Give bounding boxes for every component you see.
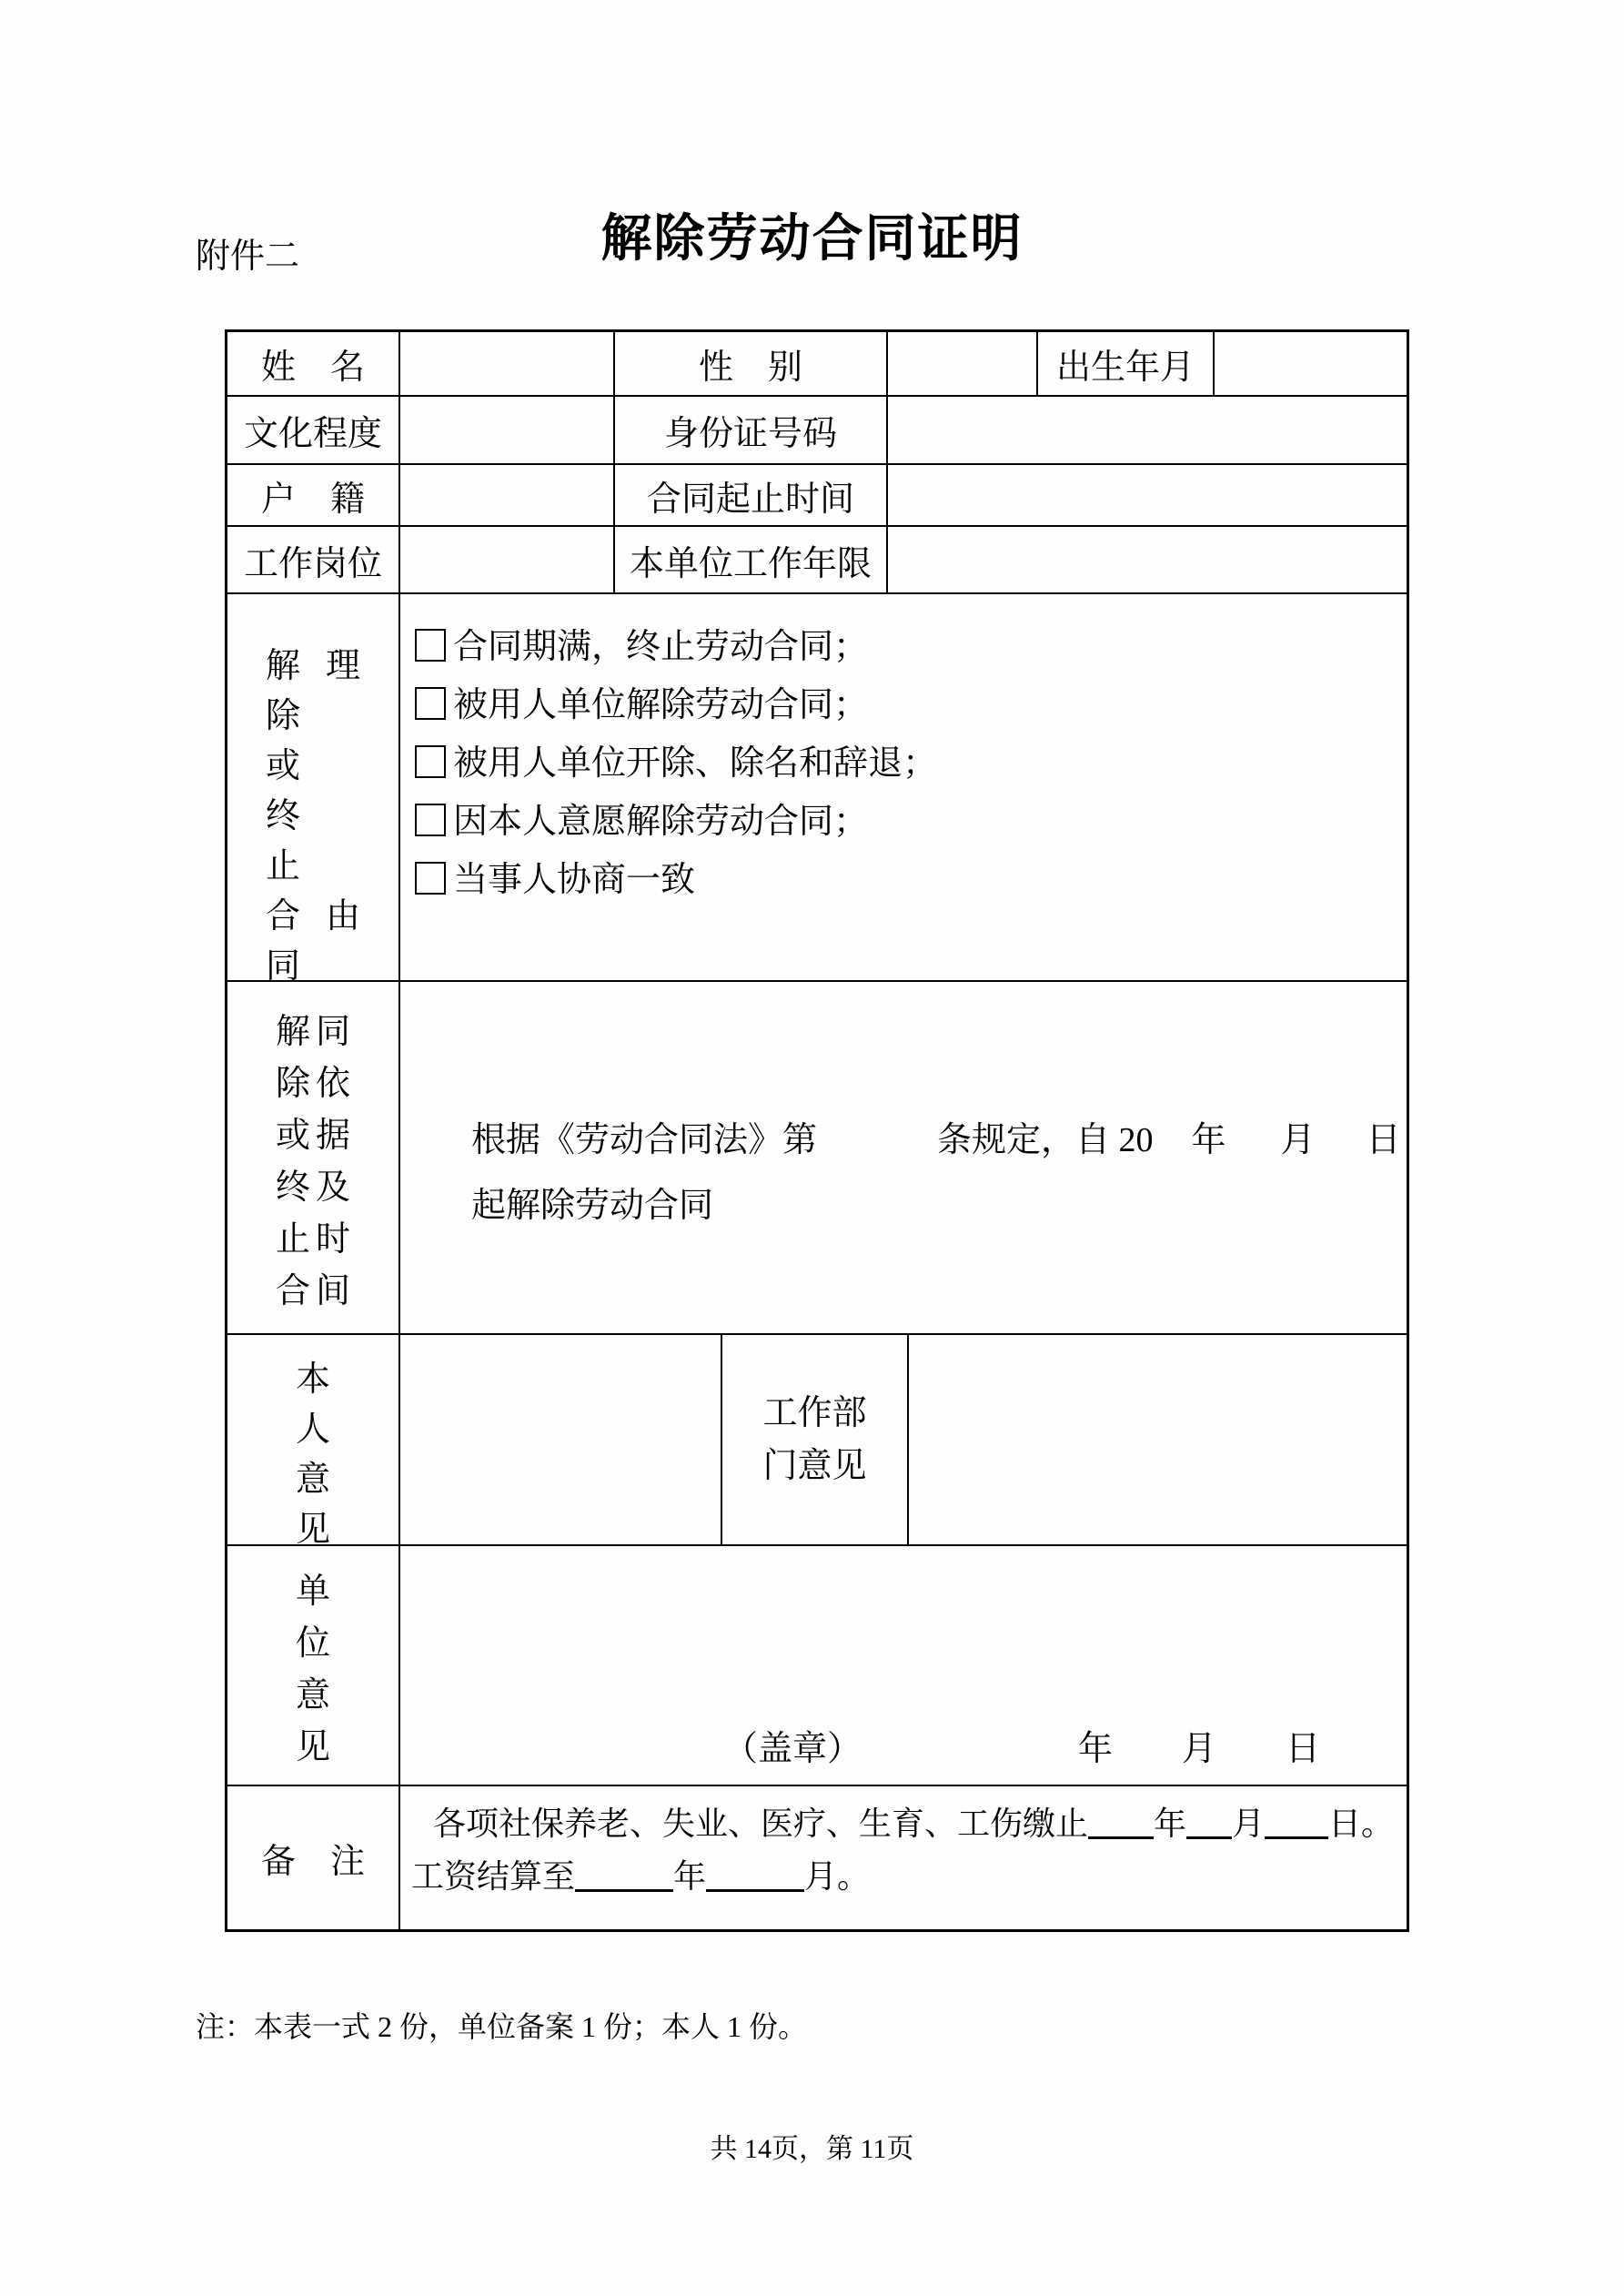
dept-opinion-label-line2: 门意见 — [762, 1447, 867, 1485]
residence-label-cell — [227, 465, 398, 525]
gender-label-cell — [613, 332, 886, 395]
page-number: 共 14页，第 11页 — [710, 2134, 914, 2164]
self-opinion-input-cell[interactable] — [398, 1335, 721, 1544]
position-label: 工作岗位 — [243, 544, 382, 583]
position-input-cell[interactable] — [398, 527, 613, 592]
checkbox-label: 被用人单位开除、除名和辞退； — [453, 744, 938, 783]
contract-period-label: 合同起止时间 — [646, 480, 854, 519]
attachment-label: 附件二 — [196, 238, 300, 276]
checkbox-label: 合同期满，终止劳动合同； — [453, 628, 869, 666]
name-label-cell — [227, 332, 398, 395]
contract-period-label-cell — [613, 465, 886, 525]
dept-opinion-label-cell — [721, 1335, 907, 1544]
birth-label-cell — [1036, 332, 1213, 395]
education-input-cell[interactable] — [398, 397, 613, 463]
residence-label: 户 籍 — [260, 480, 365, 519]
reason-label-col1: 解 除 或 终 止 合 同 — [265, 647, 300, 986]
gender-label: 性 别 — [698, 349, 802, 387]
dept-opinion-input-cell[interactable] — [907, 1335, 1407, 1544]
blank-year-line[interactable] — [575, 1862, 673, 1892]
id-input-cell[interactable] — [886, 397, 1407, 463]
blank-year-line[interactable] — [1088, 1809, 1154, 1839]
checkbox-label: 被用人单位解除劳动合同； — [453, 686, 869, 724]
basis-text: 月 — [1280, 1121, 1316, 1159]
basis-content-cell[interactable] — [398, 982, 1407, 1333]
blank-day-line[interactable] — [1265, 1809, 1328, 1839]
blank-month-line[interactable] — [1186, 1809, 1232, 1839]
form-table — [225, 329, 1409, 1932]
blank-month-line[interactable] — [706, 1862, 804, 1892]
checkbox-icon[interactable] — [415, 804, 446, 836]
checkbox-item[interactable] — [415, 793, 1397, 851]
tenure-label-cell — [613, 527, 886, 592]
basis-line1 — [471, 1108, 1407, 1173]
remark-text: 月。 — [804, 1858, 871, 1895]
tenure-input-cell[interactable] — [886, 527, 1407, 592]
remark-text: 日。 — [1328, 1805, 1395, 1842]
birth-input-cell[interactable] — [1213, 332, 1407, 395]
table-row-basic-4 — [227, 525, 1407, 592]
footnote: 注：本表一式 2 份，单位备案 1 份；本人 1 份。 — [196, 2010, 808, 2043]
remark-line2 — [411, 1850, 1399, 1903]
unit-opinion-input-cell[interactable] — [398, 1546, 1407, 1785]
table-row-reason — [227, 592, 1407, 986]
checkbox-icon[interactable] — [415, 745, 446, 778]
name-label: 姓 名 — [260, 349, 365, 387]
reason-label-cell — [227, 594, 398, 986]
remark-content-cell — [398, 1786, 1407, 1929]
table-row-basic-3 — [227, 463, 1407, 525]
id-label-cell — [613, 397, 886, 463]
remark-text: 月 — [1232, 1805, 1266, 1842]
remark-label: 备 注 — [260, 1843, 365, 1881]
checkbox-label: 因本人意愿解除劳动合同； — [453, 803, 869, 841]
birth-label: 出生年月 — [1055, 349, 1195, 387]
dept-opinion-label-line1: 工作部 — [762, 1394, 867, 1432]
checkbox-item[interactable] — [415, 676, 1397, 734]
basis-label-col1: 解 除 或 终 止 合 — [275, 1013, 310, 1310]
table-row-basic-2 — [227, 395, 1407, 463]
basis-label-col2: 同 依 据 及 时 间 — [315, 1013, 350, 1310]
unit-opinion-label-cell — [227, 1546, 398, 1785]
remark-text: 年 — [1154, 1805, 1187, 1842]
checkbox-item[interactable] — [415, 734, 1397, 793]
checkbox-label: 当事人协商一致 — [453, 861, 696, 899]
basis-text: 条规定，自 20 — [937, 1121, 1154, 1159]
unit-opinion-date: 年 月 日 — [1077, 1730, 1320, 1768]
education-label: 文化程度 — [243, 415, 382, 453]
checkbox-icon[interactable] — [415, 629, 446, 662]
gender-input-cell[interactable] — [886, 332, 1036, 395]
table-row-unit-opinion — [227, 1544, 1407, 1785]
checkbox-icon[interactable] — [415, 687, 446, 720]
seal-placeholder: （盖章） — [723, 1730, 862, 1768]
tenure-label: 本单位工作年限 — [629, 544, 872, 583]
reason-label-col2: 理 由 — [325, 647, 360, 936]
basis-text: 年 — [1191, 1121, 1226, 1159]
remark-text: 各项社保养老、失业、医疗、生育、工伤缴止 — [433, 1805, 1089, 1842]
remark-line1 — [411, 1797, 1399, 1850]
reason-options-cell — [398, 594, 1407, 980]
education-label-cell — [227, 397, 398, 463]
self-opinion-label-cell — [227, 1335, 398, 1549]
self-opinion-label: 本 人 意 见 — [295, 1360, 330, 1549]
residence-input-cell[interactable] — [398, 465, 613, 525]
remark-label-cell — [227, 1786, 398, 1929]
checkbox-icon[interactable] — [415, 862, 446, 895]
name-input-cell[interactable] — [398, 332, 613, 395]
remark-text: 年 — [673, 1858, 707, 1895]
basis-label-cell — [227, 982, 398, 1333]
contract-period-input-cell[interactable] — [886, 465, 1407, 525]
checkbox-item[interactable] — [415, 851, 1397, 909]
position-label-cell — [227, 527, 398, 592]
basis-text: 根据《劳动合同法》第 — [471, 1121, 818, 1159]
basis-text: 日 — [1366, 1121, 1401, 1159]
page-title: 解除劳动合同证明 — [600, 211, 1024, 268]
unit-opinion-label: 单 位 意 见 — [295, 1573, 330, 1766]
id-label: 身份证号码 — [663, 415, 837, 453]
remark-text: 工资结算至 — [411, 1858, 576, 1895]
table-row-basis — [227, 980, 1407, 1333]
checkbox-item[interactable] — [415, 618, 1397, 676]
table-row-self-opinion — [227, 1333, 1407, 1549]
basis-line2: 起解除劳动合同 — [471, 1187, 714, 1225]
table-row-remark — [227, 1785, 1407, 1929]
table-row-basic-1 — [227, 332, 1407, 395]
